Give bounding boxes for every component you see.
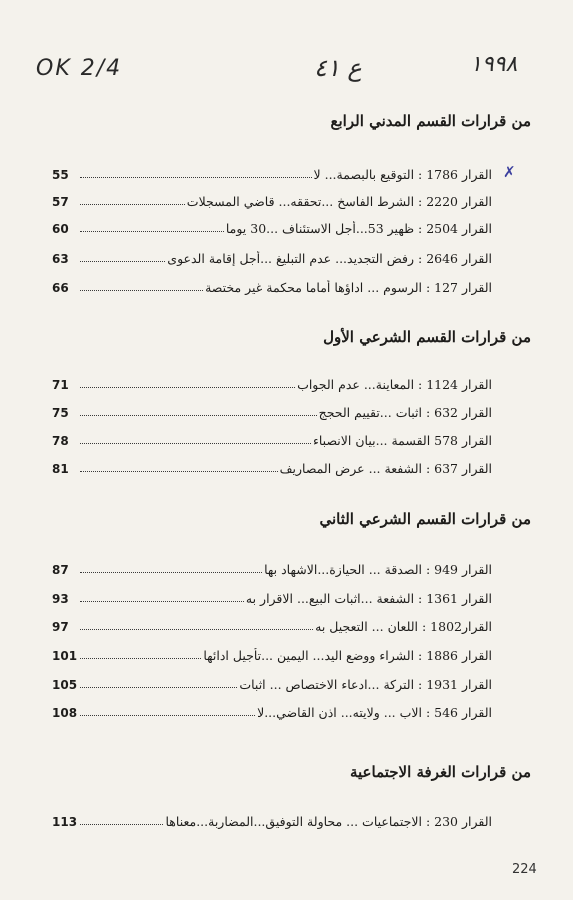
section-title: من قرارات الغرفة الاجتماعية [349, 763, 531, 781]
toc-entry [52, 557, 492, 577]
dot-leader [80, 443, 311, 444]
toc-entry [52, 586, 492, 606]
entry-text: القرار 230 : الاجتماعيات ... محاولة التوفيق...المضاربة...معناها [165, 814, 492, 829]
toc-entry [52, 456, 492, 476]
dot-leader [80, 261, 165, 262]
entry-page-number: 113 [52, 815, 78, 829]
entry-text: القرار 2504 : ظهير 53...أجل الاستئناف ...30 يوما [225, 221, 492, 236]
entry-text: القرار1802 : اللعان ... التعجيل به [315, 619, 492, 634]
toc-entry [52, 809, 492, 829]
section-title: من قرارات القسم الشرعي الثاني [319, 510, 531, 528]
entry-page-number: 108 [52, 706, 78, 720]
entry-page-number: 93 [52, 592, 69, 606]
dot-leader [80, 687, 237, 688]
toc-entry [52, 275, 492, 295]
entry-text: القرار 1361 : الشفعة ...اثبات البيع... الاقرار به [245, 591, 492, 606]
dot-leader [80, 572, 262, 573]
entry-text: القرار 2646 : رفض التجديد... عدم التبليغ ...أجل إقامة الدعوى [167, 251, 492, 266]
dot-leader [80, 715, 255, 716]
toc-entry [52, 700, 492, 720]
dot-leader [80, 629, 313, 630]
dot-leader [80, 601, 244, 602]
dot-leader [80, 415, 317, 416]
entry-page-number: 75 [52, 406, 69, 420]
dot-leader [80, 290, 203, 291]
dot-leader [80, 471, 278, 472]
page-number: 224 [512, 862, 537, 877]
entry-page-number: 63 [52, 252, 69, 266]
entry-text: القرار 1931 : التركة ...ادعاء الاختصاص ... اثبات [239, 677, 492, 692]
entry-text: القرار 637 : الشفعة ... عرض المصاريف [279, 461, 492, 476]
dot-leader [80, 177, 312, 178]
toc-entry [52, 189, 492, 209]
entry-page-number: 78 [52, 434, 69, 448]
dot-leader [80, 658, 201, 659]
toc-entry [52, 372, 492, 392]
entry-page-number: 101 [52, 649, 78, 663]
entry-text: القرار 1124 : المعاينة... عدم الجواب [297, 377, 492, 392]
entry-page-number: 97 [52, 620, 69, 634]
toc-entry [52, 216, 492, 236]
entry-text: القرار 127 : الرسوم ... اداؤها أماما محكمة غير مختصة [205, 280, 492, 295]
pen-check-mark: ✗ [503, 163, 516, 181]
entry-page-number: 55 [52, 168, 69, 182]
entry-text: القرار 949 : الصدقة ... الحيازة...الاشهاد بها [264, 562, 492, 577]
entry-page-number: 81 [52, 462, 69, 476]
section-title: من قرارات القسم الشرعي الأول [323, 328, 531, 346]
toc-entry [52, 614, 492, 634]
handwritten-note-year: ١٩٩٨ [470, 52, 518, 77]
entry-page-number: 105 [52, 678, 78, 692]
entry-page-number: 71 [52, 378, 69, 392]
entry-text: القرار 1786 : التوقيع بالبصمة... لا [313, 167, 492, 182]
entry-text: القرار 546 : الاب ... ولايته... اذن القاضي...لا [257, 705, 492, 720]
entry-text: القرار 1886 : الشراء ووضع اليد... اليمين ...تأجيل ادائها [203, 648, 492, 663]
entry-page-number: 87 [52, 563, 69, 577]
toc-entry [52, 428, 492, 448]
toc-entry [52, 643, 492, 663]
entry-page-number: 57 [52, 195, 69, 209]
entry-text: القرار 632 : اثبات ...تقييم الحجج [318, 405, 492, 420]
dot-leader [80, 387, 295, 388]
entry-page-number: 66 [52, 281, 69, 295]
handwritten-note-left: OK 2/4 [36, 56, 123, 81]
handwritten-note-middle: ع ٤١ [314, 54, 362, 82]
toc-entry [52, 672, 492, 692]
section-title: من قرارات القسم المدني الرابع [330, 112, 531, 130]
toc-entry [52, 246, 492, 266]
dot-leader [80, 824, 163, 825]
toc-entry [52, 162, 492, 182]
entry-text: القرار 578 القسمة ...بيان الانصباء [313, 433, 492, 448]
entry-page-number: 60 [52, 222, 69, 236]
dot-leader [80, 231, 224, 232]
entry-text: القرار 2220 : الشرط الفاسخ ...تحققه... قاضي المسجلات [186, 194, 492, 209]
dot-leader [80, 204, 185, 205]
toc-entry [52, 400, 492, 420]
